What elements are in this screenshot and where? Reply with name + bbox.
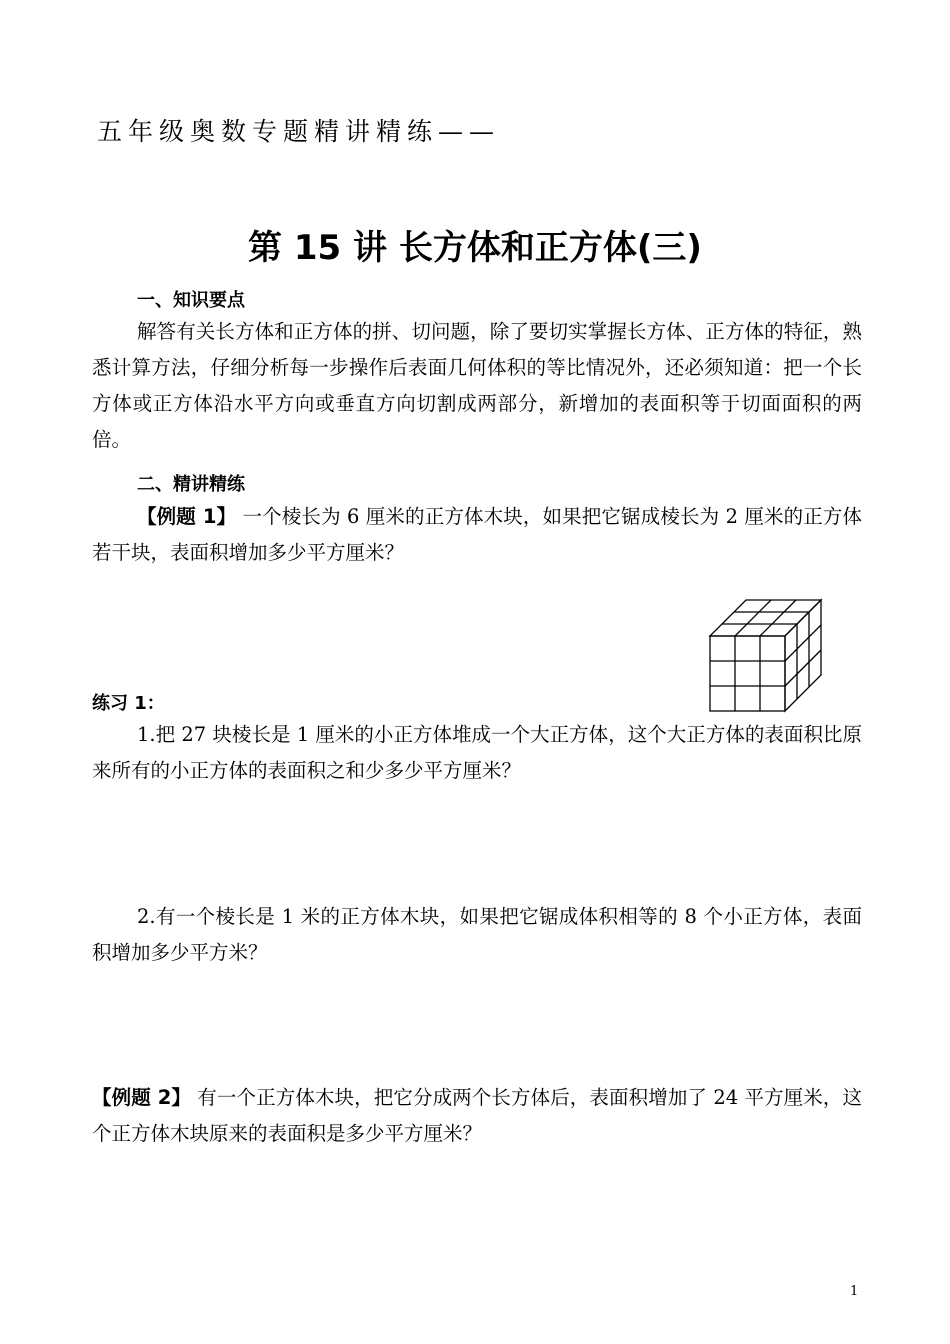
practice-1-question-2: 2.有一个棱长是 1 米的正方体木块，如果把它锯成体积相等的 8 个小正方体，表面积增加多少平方米？ [92,905,862,964]
page-number: 1 [850,1284,859,1299]
series-title: 五年级奥数专题精讲精练—— [97,117,501,146]
practice-1-question-1: 1.把 27 块棱长是 1 厘米的小正方体堆成一个大正方体，这个大正方体的表面积比原来所有的小正方体的表面积之和少多少平方厘米？ [92,723,862,782]
practice-1-heading: 练习 1： [92,693,165,714]
knowledge-paragraph: 解答有关长方体和正方体的拼、切问题，除了要切实掌握长方体、正方体的特征，熟悉计算方法，仔细分析每一步操作后表面几何体积的等比情况外，还必须知道：把一个长方体或正方体沿水平方向或垂直方向切割成两部分，新增加的表面积等于切面面积的两倍。 [92,320,862,451]
example-2 [92,1080,862,1152]
example-2-text: 有一个正方体木块，把它分成两个长方体后，表面积增加了 24 平方厘米，这个正方体木块原来的表面积是多少平方厘米？ [92,1086,862,1145]
cube-grid-3x3x3-icon [706,596,836,714]
lecture-title: 第 15 讲 长方体和正方体(三) [248,228,702,268]
example-2-tag: 【例题 2】 [92,1086,191,1109]
example-1-tag: 【例题 1】 [137,505,237,528]
example-1 [92,499,862,571]
section-heading-practice: 二、精讲精练 [137,474,245,495]
example-1-text: 一个棱长为 6 厘米的正方体木块，如果把它锯成棱长为 2 厘米的正方体若干块，表面积增加多少平方厘米？ [92,505,863,564]
section-heading-knowledge: 一、知识要点 [137,290,245,311]
